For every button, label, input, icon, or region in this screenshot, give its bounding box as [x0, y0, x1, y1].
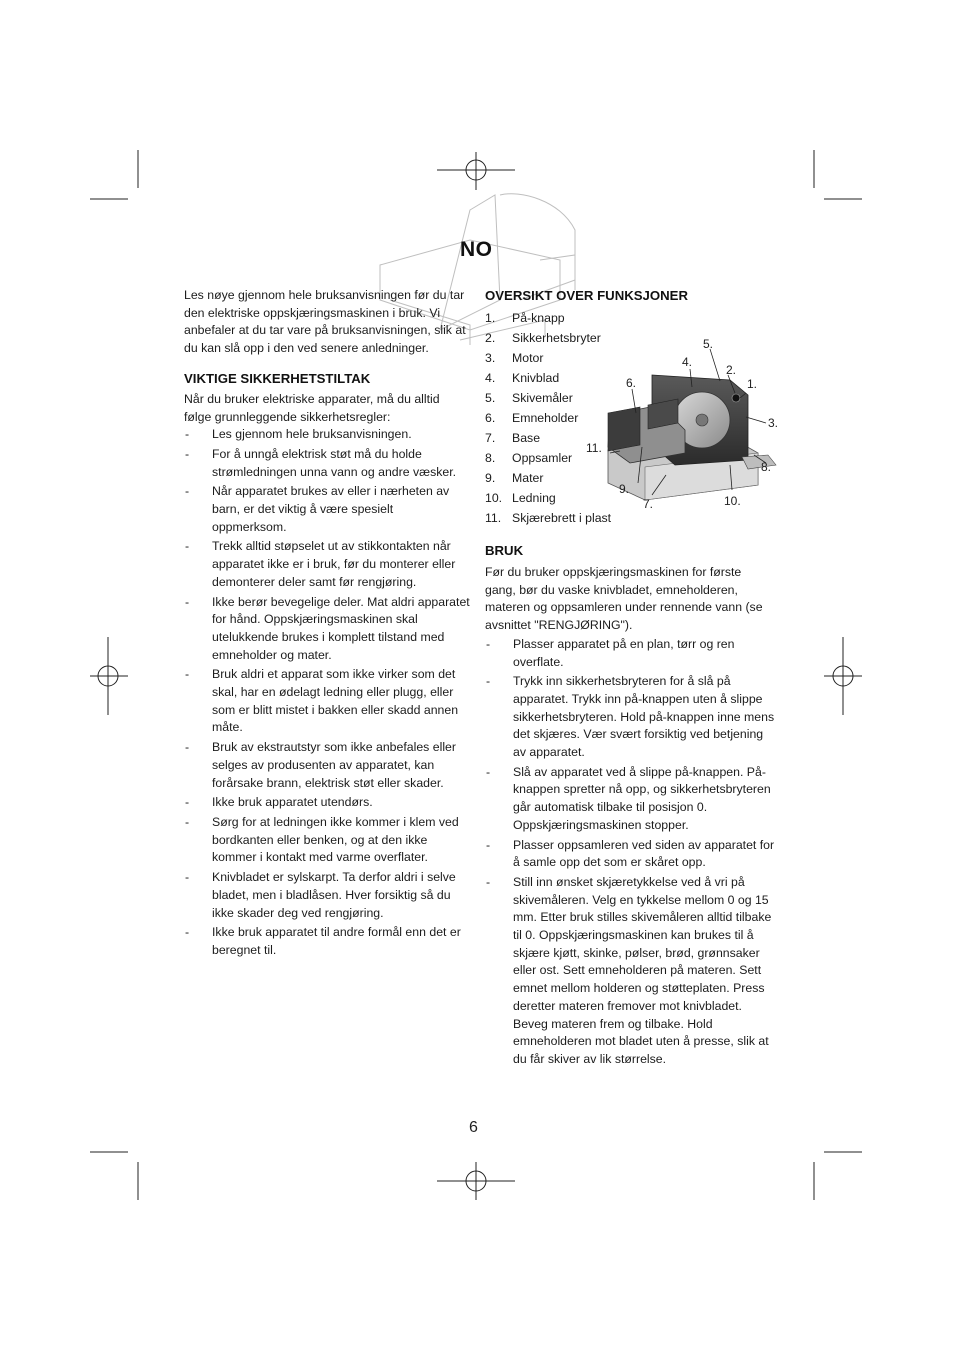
callout-9: 9. — [619, 482, 630, 496]
list-item: 11. Skjærebrett i plast — [485, 511, 612, 525]
language-code: NO — [460, 238, 493, 261]
callout-4: 4. — [682, 355, 693, 369]
usage-list — [485, 636, 775, 1069]
list-item: 4. Knivblad — [485, 371, 560, 385]
list-item: - For å unngå elektrisk støt må du holde strømledningen unna vann og andre væsker. — [185, 446, 457, 479]
usage-lead: Før du bruker oppskjæringsmaskinen for første gang, bør du vaske knivbladet, emneholderen, materen og oppsamleren under rennende vann (se avsnittet "RENGJØRING"). — [485, 565, 763, 633]
registration-mark-top — [437, 152, 515, 190]
list-item: - Trykk inn sikkerhetsbryteren for å slå på apparatet. Trykk inn på-knappen uten å slippe sikkerhetsbryteren. Hold på-knappen inne mens det skjæres. Vær svært forsiktig ved betjening av apparatet. — [486, 674, 775, 760]
callout-8: 8. — [761, 460, 772, 474]
list-item: - Sørg for at ledningen ikke kommer i klem ved bordkanten eller benken, og at den ikke kommer i kontakt med varme overflater. — [185, 814, 459, 865]
usage-section — [485, 542, 775, 1069]
list-item: - Ikke berør bevegelige deler. Mat aldri apparatet for hånd. Oppskjæringsmaskinen skal utelukkende brukes i komplett tilstand med emneholder og mater. — [185, 594, 470, 662]
list-item: 3. Motor — [485, 351, 544, 365]
list-item: - Still inn ønsket skjæretykkelse ved å vri på skivemåleren. Velg en tykkelse mellom 0 og 15 mm. Etter bruk stilles skivemåleren alltid tilbake til 0. Oppskjæringsmaskinen kan brukes til å skjære kjøtt, skinke, pølser, brød, grønnsaker eller ost. Sett emneholderen på materen. Sett emnet mellom holderen og støtteplaten. Press deretter materen fremover mot knivbladet. Beveg materen frem og tilbake. Hold emneholderen mot bladet uten å presse, slik at du får skiver av lik størrelse. — [486, 874, 772, 1066]
list-item: - Trekk alltid støpselet ut av stikkontakten når apparatet ikke er i bruk, før du monterer eller demonterer deler samt før rengjøring. — [185, 539, 456, 589]
callout-10: 10. — [724, 494, 741, 508]
callout-11: 11. — [586, 441, 602, 455]
list-item: 10. Ledning — [485, 491, 556, 505]
safety-heading: VIKTIGE SIKKERHETSTILTAK — [184, 370, 371, 386]
registration-mark-bottom — [437, 1162, 515, 1200]
list-item: - Bruk aldri et apparat som ikke virker som det skal, har en ødelagt ledning eller plugg, eller som er blitt mistet i bakken eller skadd annen måte. — [185, 667, 459, 735]
safety-list — [184, 426, 470, 959]
list-item: - Knivbladet er sylskarpt. Ta derfor aldri i selve bladet, men i bladlåsen. Hver forsiktig så du ikke skader deg ved rengjøring. — [185, 870, 456, 920]
callout-1: 1. — [747, 377, 758, 391]
page-number: 6 — [469, 1119, 478, 1136]
list-item: 8. Oppsamler — [485, 451, 573, 465]
list-item: 9. Mater — [485, 471, 544, 485]
overview-heading: OVERSIKT OVER FUNKSJONER — [485, 288, 688, 303]
list-item: 6. Emneholder — [485, 411, 579, 425]
callout-6: 6. — [626, 376, 637, 390]
callout-2: 2. — [726, 363, 737, 377]
safety-lead: Når du bruker elektriske apparater, må du alltid følge grunnleggende sikkerhetsregler: — [184, 391, 440, 424]
list-item: 5. Skivemåler — [485, 391, 573, 405]
list-item: - Bruk av ekstrautstyr som ikke anbefales eller selges av produsenten av apparatet, kan forårsake brann, elektrisk støt eller skader. — [185, 740, 456, 790]
registration-mark-left — [90, 637, 128, 715]
callout-3: 3. — [768, 416, 779, 430]
list-item: - Plasser oppsamleren ved siden av apparatet for å samle opp det som er skåret opp. — [486, 837, 775, 870]
callout-7: 7. — [643, 497, 654, 511]
list-item: - Les gjennom hele bruksanvisningen. — [185, 427, 412, 442]
list-item: 7. Base — [485, 431, 541, 445]
list-item: - Plasser apparatet på en plan, tørr og ren overflate. — [486, 636, 735, 669]
registration-mark-right — [824, 637, 862, 715]
list-item: - Ikke bruk apparatet til andre formål enn det er beregnet til. — [185, 925, 461, 957]
list-item: - Slå av apparatet ved å slippe på-knappen. På-knappen spretter nå opp, og sikkerhetsbryteren går automatisk tilbake til posisjon 0. Oppskjæringsmaskinen stopper. — [486, 764, 771, 832]
list-item: 2. Sikkerhetsbryter — [485, 331, 601, 345]
left-column — [184, 287, 470, 962]
intro-paragraph: Les nøye gjennom hele bruksanvisningen før du tar den elektriske oppskjæringsmaskinen i bruk. Vi anbefaler at du tar vare på bruksanvisningen, slik at du kan slå opp i den ved senere anledninger. — [184, 288, 466, 356]
list-item: - Ikke bruk apparatet utendørs. — [185, 795, 373, 810]
list-item: - Når apparatet brukes av eller i nærheten av barn, er det viktig å være spesielt oppmerksom. — [185, 484, 450, 534]
callout-5: 5. — [703, 337, 714, 351]
list-item: 1. På-knapp — [485, 311, 565, 325]
slicer-illustration — [580, 335, 780, 515]
usage-heading: BRUK — [485, 543, 524, 558]
